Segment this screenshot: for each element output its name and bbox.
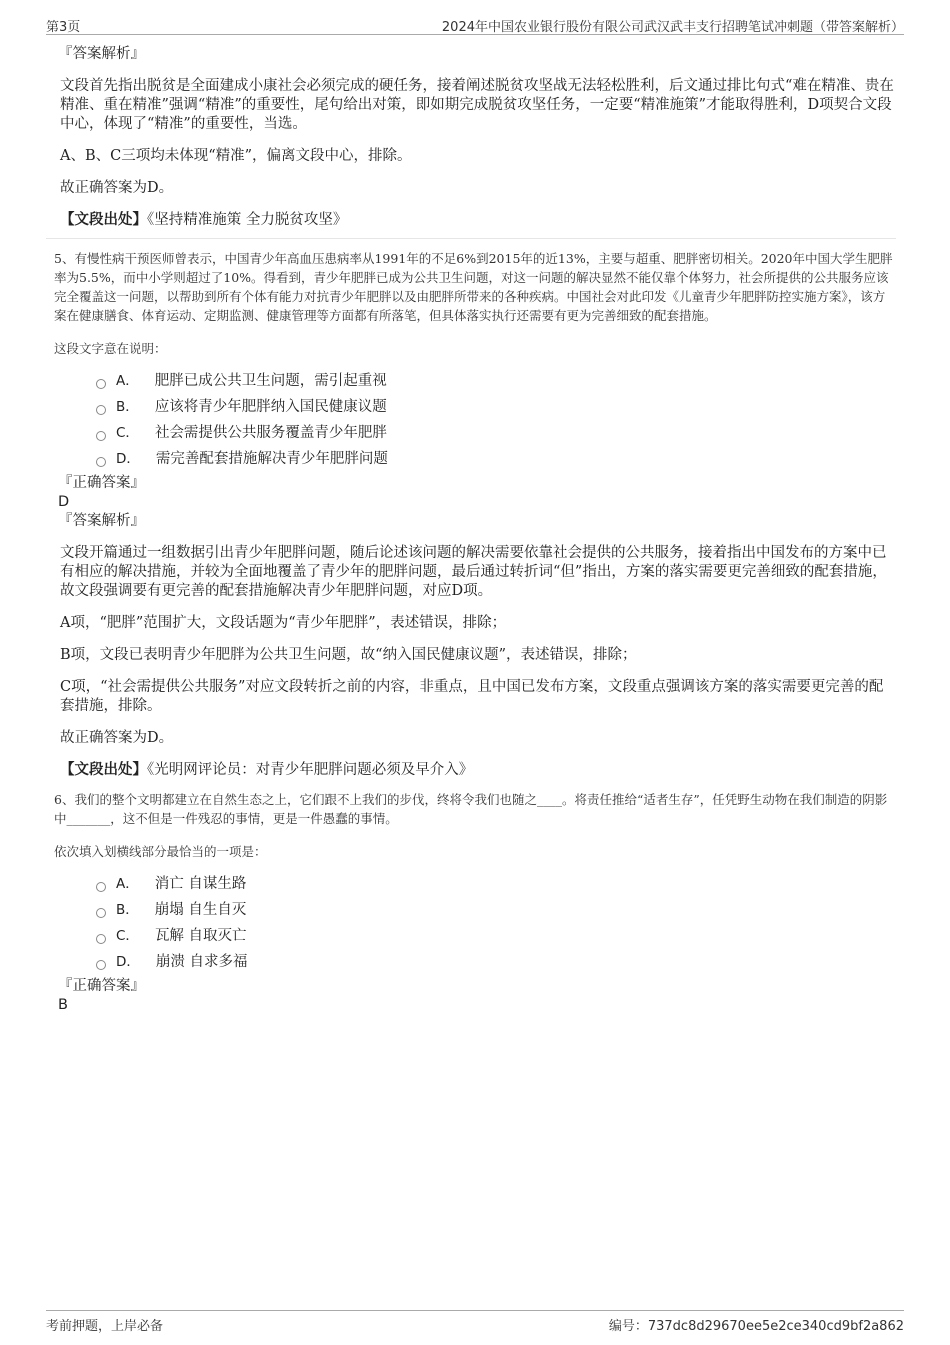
- answer-label: 『正确答案』: [58, 978, 145, 994]
- exclude-text: A、B、C三项均未体现“精准”，偏离文段中心，排除。: [60, 148, 412, 164]
- radio-icon[interactable]: [96, 908, 106, 918]
- option-d[interactable]: D． 需完善配套措施解决青少年肥胖问题: [96, 446, 894, 472]
- option-a[interactable]: A． 肥胖已成公共卫生问题，需引起重视: [96, 368, 894, 394]
- divider: [46, 238, 896, 239]
- answer-label: 『正确答案』: [58, 475, 145, 491]
- question-6-prompt: 依次填入划横线部分最恰当的一项是：: [54, 844, 267, 859]
- radio-icon[interactable]: [96, 379, 106, 389]
- analysis-text: 文段开篇通过一组数据引出青少年肥胖问题，随后论述该问题的解决需要依靠社会提供的公共服务，接着指出中国发布的方案中已有相应的解决措施，并较为全面地覆盖了青少年的肥胖问题，最后通过转折词“但”指出，方案的落实需要更完善细致的配套措施，故文段强调要有更完善的配套措施解决青少年肥胖问题，对应D项。: [60, 545, 887, 599]
- conclusion-text: 故正确答案为D。: [60, 180, 174, 196]
- question-6-text: 6、我们的整个文明都建立在自然生态之上，它们跟不上我们的步伐，终将令我们也随之____。将责任推给“适者生存”，任凭野生动物在我们制造的阴影中_______，这不但是一件残忍的事情，更是一件愚蠢的事情。: [54, 792, 888, 826]
- source-line: [60, 211, 894, 230]
- option-b[interactable]: B． 应该将青少年肥胖纳入国民健康议题: [96, 394, 894, 420]
- page-footer: [46, 1310, 904, 1335]
- option-c[interactable]: C． 瓦解 自取灭亡: [96, 923, 894, 949]
- question-6-options: [96, 871, 894, 975]
- option-b[interactable]: B． 崩塌 自生自灭: [96, 897, 894, 923]
- source-label: 【文段出处】: [60, 762, 147, 778]
- footer-slogan: 考前押题，上岸必备: [46, 1319, 164, 1334]
- answer-value: D: [58, 494, 70, 510]
- radio-icon[interactable]: [96, 934, 106, 944]
- question-5-prompt: 这段文字意在说明：: [54, 341, 167, 356]
- document-title: 2024年中国农业银行股份有限公司武汉武丰支行招聘笔试冲刺题（带答案解析）: [441, 20, 904, 35]
- analysis-text: 文段首先指出脱贫是全面建成小康社会必须完成的硬任务，接着阐述脱贫攻坚战无法轻松胜利，后文通过排比句式“难在精准、贵在精准、重在精准”强调“精准”的重要性，尾句给出对策，即如期完成脱贫攻坚任务，一定要“精准施策”才能取得胜利，D项契合文段中心，体现了“精准”的重要性，当选。: [60, 78, 894, 132]
- analysis-option-c: C项，“社会需提供公共服务”对应文段转折之前的内容，非重点，且中国已发布方案，文段重点强调该方案的落实需要更完善的配套措施，排除。: [60, 679, 884, 714]
- source-label: 【文段出处】: [60, 212, 147, 228]
- page-header: [46, 14, 904, 35]
- radio-icon[interactable]: [96, 405, 106, 415]
- radio-icon[interactable]: [96, 431, 106, 441]
- question-5-options: [96, 368, 894, 472]
- analysis-option-a: A项，“肥胖”范围扩大，文段话题为“青少年肥胖”，表述错误，排除；: [60, 615, 507, 631]
- analysis-option-b: B项，文段已表明青少年肥胖为公共卫生问题，故“纳入国民健康议题”，表述错误，排除；: [60, 647, 637, 663]
- document-code: 编号：737dc8d29670ee5e2ce340cd9bf2a862: [608, 1319, 904, 1334]
- radio-icon[interactable]: [96, 457, 106, 467]
- radio-icon[interactable]: [96, 882, 106, 892]
- analysis-label: 『答案解析』: [58, 513, 145, 529]
- source-line: [60, 761, 894, 780]
- question-5-text: 5、有慢性病干预医师曾表示，中国青少年高血压患病率从1991年的不足6%到2015年的近13%，主要与超重、肥胖密切相关。2020年中国大学生肥胖率为5.5%，而中小学则超过了10%。得看到，青少年肥胖已成为公共卫生问题，对这一问题的解决显然不能仅靠个体努力，社会所提供的公共服务应该完全覆盖这一问题，以帮助到所有个体有能力对抗青少年肥胖以及由肥胖所带来的各种疾病。中国社会对此印发《儿童青少年肥胖防控实施方案》，该方案在健康膳食、体育运动、定期监测、健康管理等方面都有所落笔，但具体落实执行还需要有更为完善细致的配套措施。: [54, 251, 893, 323]
- source-title: 《坚持精准施策 全力脱贫攻坚》: [147, 212, 348, 228]
- page-content: [56, 40, 894, 1015]
- option-c[interactable]: C． 社会需提供公共服务覆盖青少年肥胖: [96, 420, 894, 446]
- source-title: 《光明网评论员：对青少年肥胖问题必须及早介入》: [147, 762, 474, 778]
- radio-icon[interactable]: [96, 960, 106, 970]
- option-a[interactable]: A． 消亡 自谋生路: [96, 871, 894, 897]
- page-number: 第3页: [46, 20, 81, 35]
- answer-value: B: [58, 997, 68, 1013]
- analysis-label: 『答案解析』: [58, 46, 145, 62]
- option-d[interactable]: D． 崩溃 自求多福: [96, 949, 894, 975]
- conclusion-text: 故正确答案为D。: [60, 730, 174, 746]
